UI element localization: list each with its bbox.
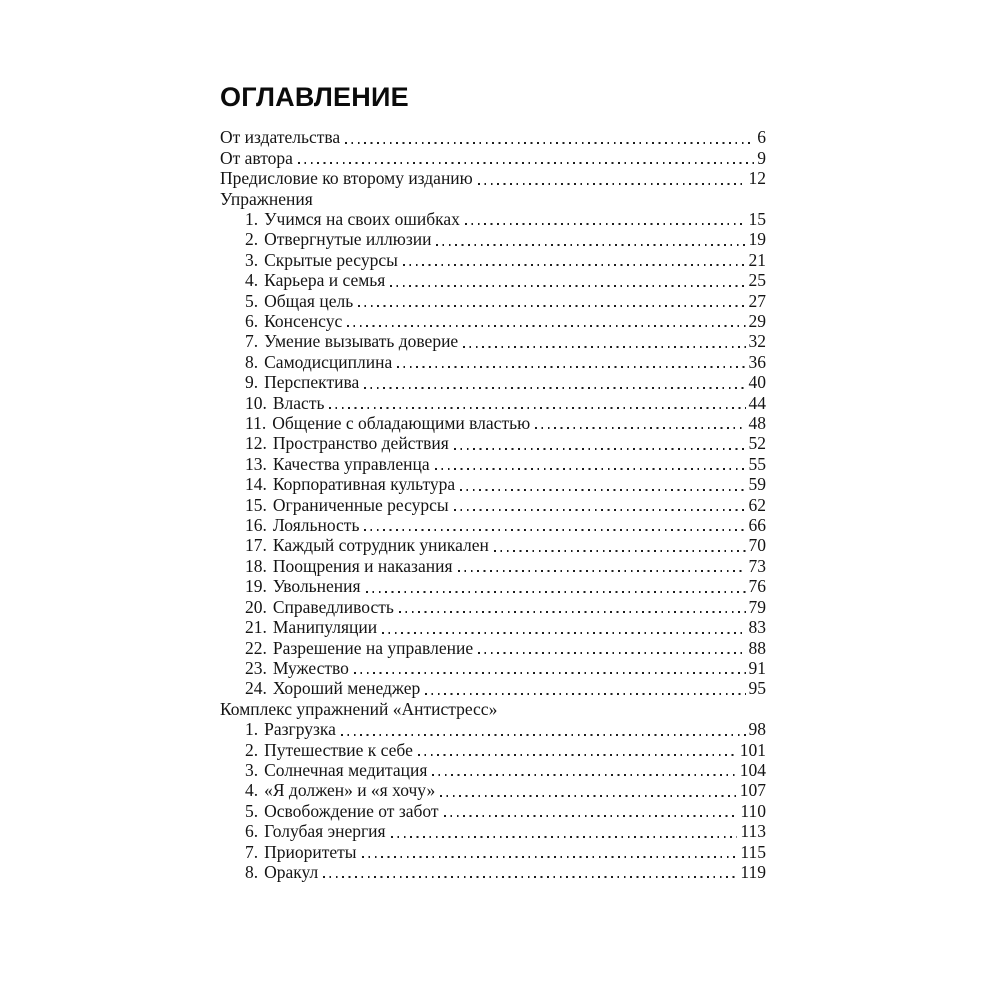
toc-entry-page: 95 — [748, 678, 766, 699]
toc-entry-page: 101 — [739, 739, 766, 760]
toc-entry-page: 59 — [748, 474, 766, 495]
toc-entry-page: 9 — [757, 147, 766, 168]
toc-entry-page: 44 — [748, 392, 766, 413]
toc-entry-number: 1. — [245, 719, 259, 740]
toc-entry-title: Предисловие ко второму изданию — [220, 168, 473, 189]
toc-entry-title: От автора — [220, 147, 293, 168]
toc-entry — [220, 331, 766, 351]
toc-entry-number: 1. — [245, 208, 259, 229]
toc-entry-label — [245, 535, 489, 555]
toc-entry — [220, 719, 766, 739]
toc-entry-label — [245, 862, 318, 882]
toc-entry-page: 52 — [748, 433, 766, 454]
toc-entry-page: 12 — [748, 168, 766, 189]
dot-leader — [390, 285, 745, 287]
toc-entry-label — [245, 495, 449, 515]
toc-entry-title: Разрешение на управление — [272, 637, 474, 658]
toc-entry-title: Оракул — [264, 861, 319, 882]
toc-entry-page: 104 — [739, 759, 766, 780]
dot-leader — [535, 427, 745, 429]
toc-entry — [220, 474, 766, 494]
toc-entry-title: Власть — [272, 392, 325, 413]
dot-leader — [460, 489, 745, 491]
toc-entry-label — [245, 821, 386, 841]
toc-entry-page: 48 — [748, 413, 766, 434]
toc-entry-page: 73 — [748, 555, 766, 576]
toc-entry-title: Учимся на своих ошибках — [264, 208, 460, 229]
toc-entry — [220, 515, 766, 535]
toc-entry — [220, 291, 766, 311]
toc-entry-title: Отвергнутые иллюзии — [264, 229, 432, 250]
toc-entry-label — [245, 678, 420, 698]
toc-entry-label — [245, 740, 413, 760]
toc-entry-label — [245, 576, 361, 596]
toc-entry-title: «Я должен» и «я хочу» — [264, 780, 436, 801]
toc-entry-title: Путешествие к себе — [264, 739, 413, 760]
toc-entry-label — [245, 842, 357, 862]
toc-entry-number: 20. — [245, 596, 267, 617]
toc-entry-number: 22. — [245, 637, 267, 658]
toc-entry — [220, 842, 766, 862]
dot-leader — [454, 448, 746, 450]
toc-entry — [220, 678, 766, 698]
toc-entry — [220, 821, 766, 841]
toc-entry-label — [245, 760, 427, 780]
dot-leader — [364, 529, 745, 531]
toc-entry-number: 11. — [245, 413, 267, 434]
toc-entry — [220, 535, 766, 555]
toc-entry-number: 5. — [245, 800, 259, 821]
toc-entry — [220, 576, 766, 596]
toc-entry-label — [220, 148, 293, 168]
toc-entry-page: 88 — [748, 637, 766, 658]
dot-leader — [382, 632, 745, 634]
toc-entry-label — [245, 515, 359, 535]
toc-entry-page: 36 — [748, 351, 766, 372]
toc-entry-page: 76 — [748, 576, 766, 597]
toc-entry — [220, 433, 766, 453]
toc-entry-title: Поощрения и наказания — [272, 555, 453, 576]
toc-entry-number: 17. — [245, 535, 267, 556]
dot-leader — [362, 856, 738, 858]
toc-entry-number: 6. — [245, 821, 259, 842]
toc-entry — [220, 229, 766, 249]
toc-entry-label — [245, 331, 458, 351]
toc-entry — [220, 862, 766, 882]
toc-entry — [220, 597, 766, 617]
toc-entry-title: Каждый сотрудник уникален — [272, 535, 489, 556]
dot-leader — [494, 550, 746, 552]
toc-entry-title: Скрытые ресурсы — [264, 249, 398, 270]
dot-leader — [358, 305, 745, 307]
dot-leader — [403, 264, 746, 266]
toc-entry-number: 3. — [245, 759, 259, 780]
toc-entry — [220, 780, 766, 800]
dot-leader — [354, 672, 746, 674]
toc-entry-page: 115 — [740, 841, 766, 862]
toc-entry-number: 18. — [245, 555, 267, 576]
toc-entry-label — [245, 801, 439, 821]
dot-leader — [329, 407, 745, 409]
toc-entry-title: Консенсус — [264, 311, 343, 331]
dot-leader — [425, 693, 745, 695]
toc-entry-page: 119 — [740, 861, 766, 882]
toc-entry-page: 40 — [748, 372, 766, 393]
toc-entry-title: Качества управленца — [272, 453, 430, 474]
toc-entry — [220, 250, 766, 270]
dot-leader — [366, 591, 746, 593]
toc-entry-number: 6. — [245, 311, 259, 331]
toc-entry-number: 23. — [245, 657, 267, 678]
toc-entry — [220, 638, 766, 658]
toc-entry-title: Освобождение от забот — [264, 800, 439, 821]
toc-entry-page: 55 — [748, 453, 766, 474]
toc-entry-label — [245, 311, 342, 331]
dot-leader — [399, 611, 746, 613]
toc-entry — [220, 311, 766, 331]
toc-entry — [220, 454, 766, 474]
toc-entry — [220, 148, 766, 168]
toc-entry-label — [245, 352, 392, 372]
toc-entry-title: Общение с обладающими властью — [272, 413, 531, 434]
toc-entry-label — [245, 638, 473, 658]
toc-entry-number: 9. — [245, 372, 259, 393]
toc-entry-title: Корпоративная культура — [272, 474, 456, 495]
toc-entry-page: 83 — [748, 617, 766, 638]
toc-entry-label — [245, 270, 385, 290]
toc-entry-page: 29 — [748, 311, 766, 331]
toc-entry-title: Пространство действия — [272, 433, 449, 454]
toc-entry-number: 8. — [245, 861, 259, 882]
dot-leader — [364, 387, 745, 389]
toc-entry-page: 91 — [748, 657, 766, 678]
toc-entry — [220, 760, 766, 780]
toc-entry-label — [245, 372, 359, 392]
toc-entry-number: 4. — [245, 780, 259, 801]
dot-leader — [432, 774, 736, 776]
toc-entry-label — [245, 250, 398, 270]
toc-entry-page: 15 — [748, 208, 766, 229]
toc-entry-title: Перспектива — [264, 372, 360, 393]
toc-entry-title: Общая цель — [264, 290, 354, 311]
toc-entry-title: Хороший менеджер — [272, 678, 421, 699]
dot-leader — [478, 652, 745, 654]
dot-leader — [345, 142, 754, 144]
toc-entry-page: 62 — [748, 494, 766, 515]
dot-leader — [347, 325, 745, 327]
toc-entry-number: 5. — [245, 290, 259, 311]
toc-entry-page: 107 — [739, 780, 766, 801]
toc-entry-page: 113 — [740, 821, 766, 842]
toc-entry-label — [245, 597, 394, 617]
dot-leader — [465, 223, 746, 225]
toc-entry-title: Увольнения — [272, 576, 361, 597]
toc-entry-number: 4. — [245, 270, 259, 291]
toc-entry — [220, 168, 766, 188]
dot-leader — [463, 346, 745, 348]
toc-entry-number: 12. — [245, 433, 267, 454]
dot-leader — [454, 509, 746, 511]
toc-entry-page: 6 — [757, 127, 766, 148]
toc-entry-title: От издательства — [220, 127, 341, 148]
toc-content — [220, 83, 766, 882]
toc-entry-number: 2. — [245, 229, 259, 250]
dot-leader — [391, 836, 738, 838]
toc-entry — [220, 372, 766, 392]
toc-entry-label — [220, 127, 340, 147]
toc-entry-title: Справедливость — [272, 596, 394, 617]
toc-entry-label — [245, 556, 453, 576]
toc-entry-page: 32 — [748, 331, 766, 352]
dot-leader — [341, 734, 746, 736]
toc-entry-number: 2. — [245, 739, 259, 760]
dot-leader — [298, 162, 754, 164]
toc-entry-title: Мужество — [272, 657, 349, 678]
toc-entry-label — [245, 454, 430, 474]
toc-list — [220, 127, 766, 882]
dot-leader — [444, 815, 738, 817]
dot-leader — [435, 468, 746, 470]
toc-entry-number: 24. — [245, 678, 267, 699]
toc-entry-label — [245, 658, 349, 678]
toc-entry — [220, 413, 766, 433]
toc-entry-label — [245, 474, 455, 494]
dot-leader — [436, 244, 745, 246]
toc-entry-title: Солнечная медитация — [264, 759, 428, 780]
toc-section-header: Упражнения — [220, 188, 313, 209]
toc-entry — [220, 556, 766, 576]
toc-entry — [220, 270, 766, 290]
toc-entry-label — [245, 719, 336, 739]
toc-entry — [220, 352, 766, 372]
toc-entry-page: 110 — [740, 800, 766, 821]
toc-entry — [220, 127, 766, 147]
toc-entry-number: 13. — [245, 453, 267, 474]
toc-entry-page: 70 — [748, 535, 766, 556]
dot-leader — [458, 570, 746, 572]
toc-entry-title: Умение вызывать доверие — [264, 331, 459, 352]
toc-entry-title: Самодисциплина — [264, 351, 393, 372]
toc-entry-number: 8. — [245, 351, 259, 372]
toc-entry-number: 16. — [245, 515, 267, 536]
toc-entry — [220, 801, 766, 821]
dot-leader — [478, 183, 746, 185]
toc-entry-page: 66 — [748, 515, 766, 536]
toc-entry-title: Лояльность — [272, 515, 360, 536]
toc-entry — [220, 495, 766, 515]
dot-leader — [440, 795, 737, 797]
toc-entry-title: Разгрузка — [264, 719, 336, 740]
toc-entry — [220, 393, 766, 413]
toc-entry — [220, 209, 766, 229]
toc-entry-number: 21. — [245, 617, 267, 638]
toc-entry-label — [245, 617, 377, 637]
toc-entry-label — [245, 393, 324, 413]
toc-entry-page: 98 — [748, 719, 766, 740]
toc-entry-label — [245, 291, 353, 311]
toc-entry-label — [245, 433, 449, 453]
toc-entry-number: 10. — [245, 392, 267, 413]
dot-leader — [397, 366, 745, 368]
toc-entry-number: 14. — [245, 474, 267, 495]
toc-entry-page: 79 — [748, 596, 766, 617]
toc-entry-title: Ограниченные ресурсы — [272, 494, 449, 515]
toc-entry-title: Голубая энергия — [264, 821, 386, 842]
toc-entry-title: Манипуляции — [272, 617, 378, 638]
toc-entry-label — [245, 413, 530, 433]
toc-entry-label — [220, 168, 473, 188]
toc-entry-label — [245, 209, 460, 229]
page-title: ОГЛАВЛЕНИЕ — [220, 82, 409, 112]
toc-entry-number: 7. — [245, 841, 259, 862]
toc-entry — [220, 617, 766, 637]
toc-section-header: Комплекс упражнений «Антистресс» — [220, 698, 498, 719]
toc-entry-page: 25 — [748, 270, 766, 291]
toc-entry-label — [245, 229, 431, 249]
toc-entry-title: Карьера и семья — [264, 270, 386, 291]
toc-entry-number: 7. — [245, 331, 259, 352]
toc-entry-page: 19 — [748, 229, 766, 250]
dot-leader — [323, 876, 737, 878]
toc-entry-title: Приоритеты — [264, 841, 357, 862]
toc-entry-number: 19. — [245, 576, 267, 597]
toc-entry — [220, 658, 766, 678]
toc-entry — [220, 740, 766, 760]
toc-entry-page: 27 — [748, 290, 766, 311]
toc-entry-label — [245, 780, 435, 800]
toc-entry-page: 21 — [748, 249, 766, 270]
dot-leader — [418, 754, 737, 756]
toc-entry-number: 3. — [245, 249, 259, 270]
toc-entry-number: 15. — [245, 494, 267, 515]
